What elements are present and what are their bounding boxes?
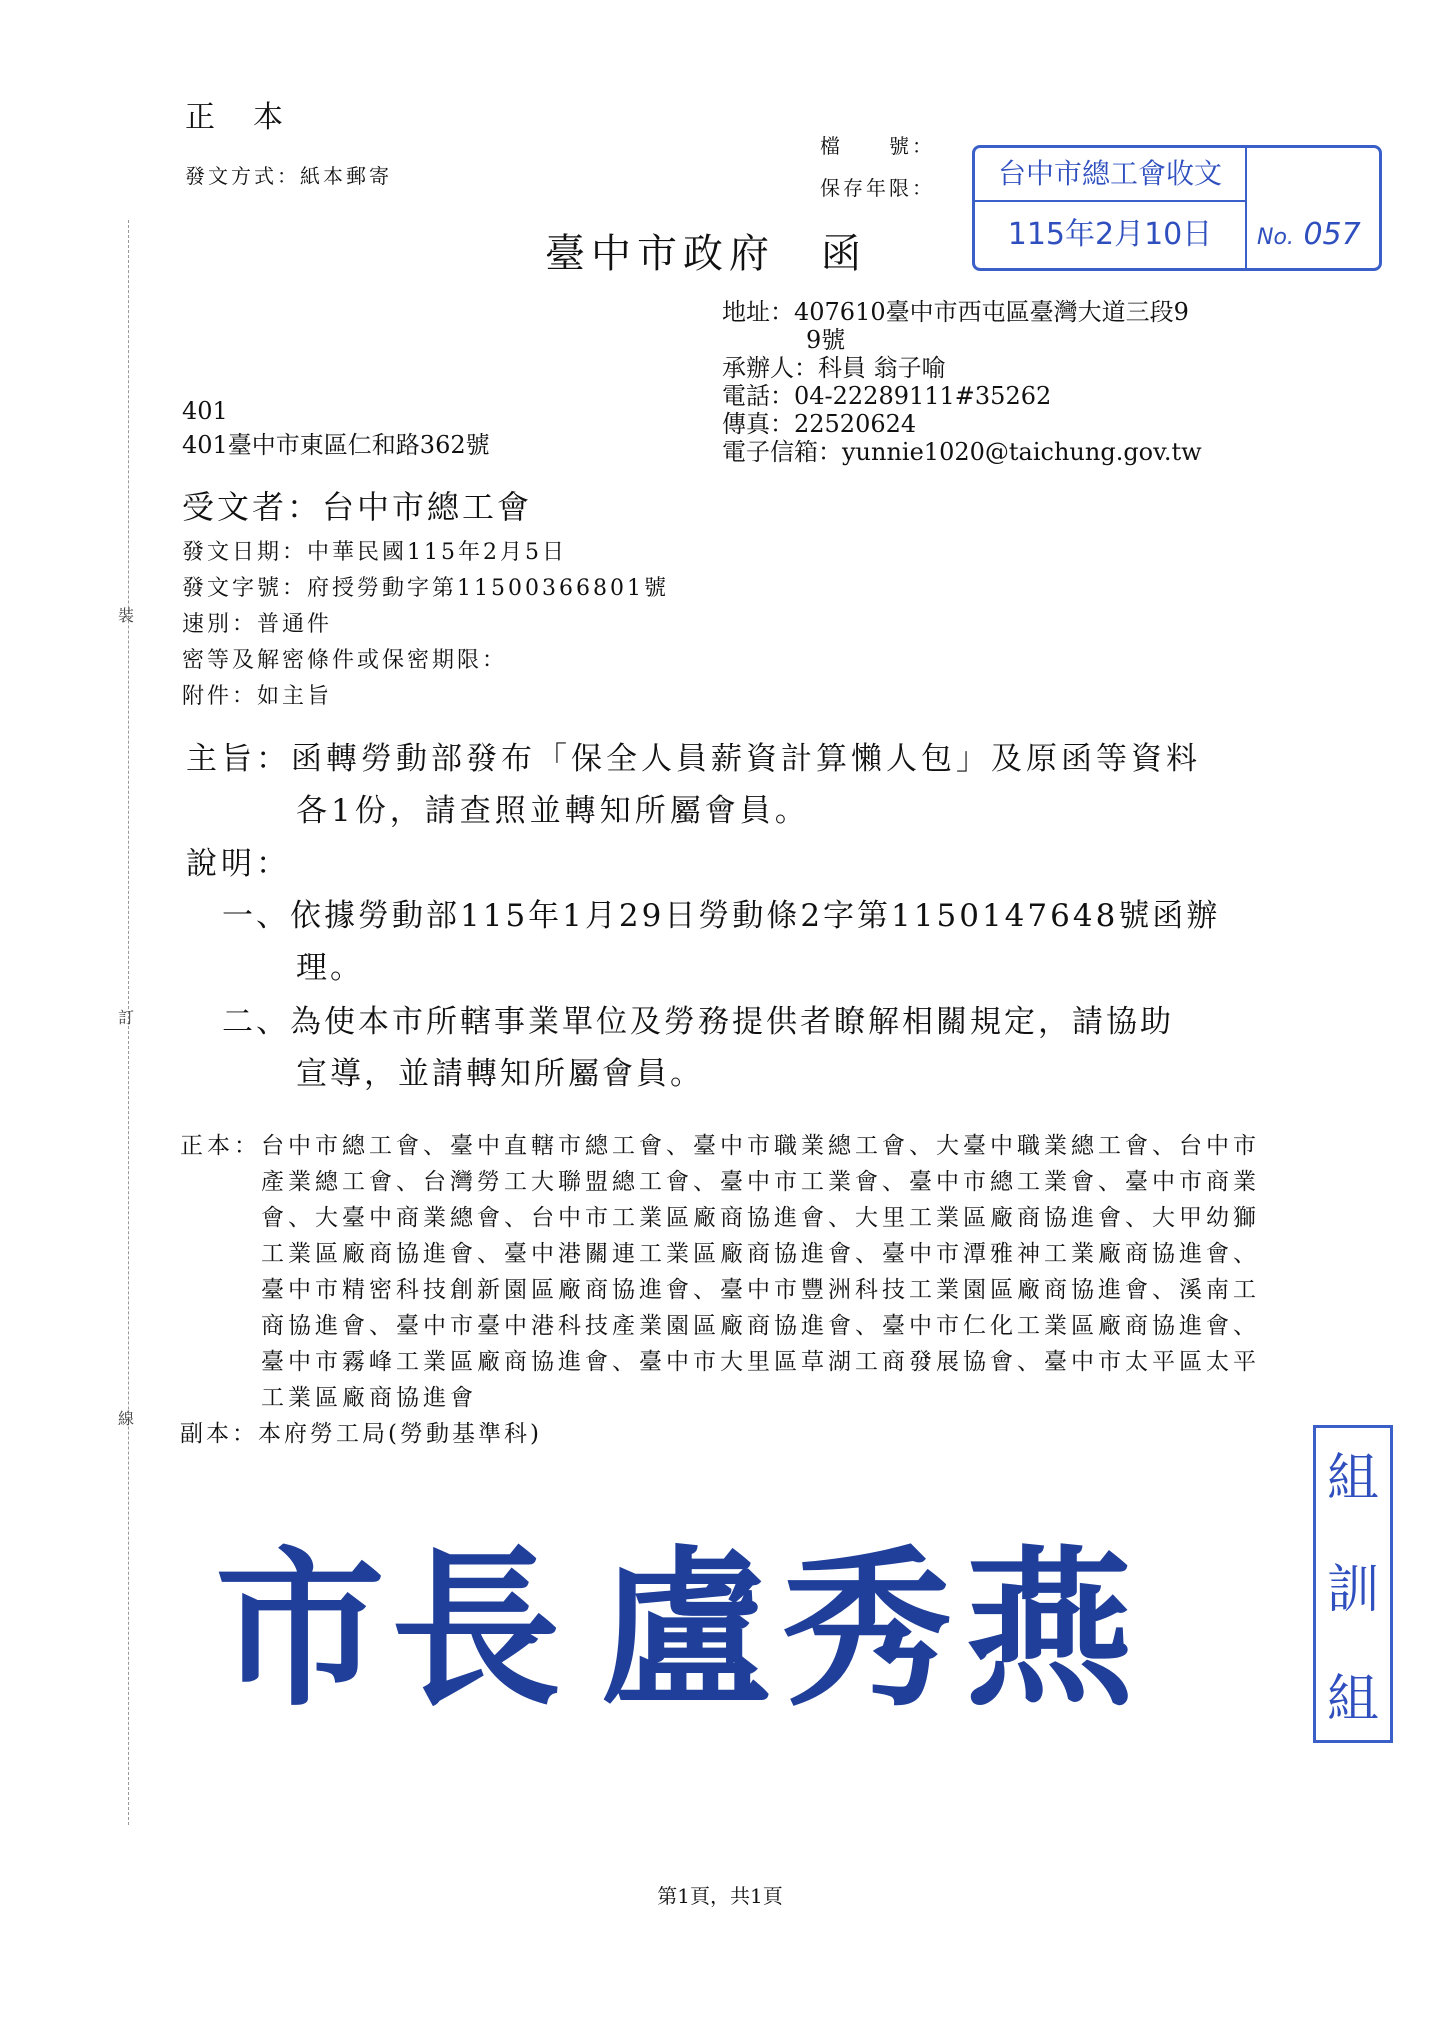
subject-line: 主旨：函轉勞動部發布「保全人員薪資計算懶人包」及原函等資料	[186, 741, 1201, 777]
contact-block	[722, 298, 1202, 466]
stamp-number	[1257, 202, 1361, 271]
recipient: 受文者：台中市總工會	[182, 488, 533, 526]
retention-label: 保存年限：	[820, 176, 935, 200]
binding-mark: 訂	[118, 1008, 135, 1027]
address: 地址：407610臺中市西屯區臺灣大道三段9	[722, 298, 1189, 326]
binding-mark: 裝	[118, 606, 135, 625]
stamp-char: 訓	[1326, 1559, 1379, 1620]
item-line: 宣導，並請轉知所屬會員。	[296, 1056, 704, 1092]
send-method: 發文方式：紙本郵寄	[185, 164, 392, 188]
stamp-char: 組	[1326, 1670, 1379, 1730]
stamp-date: 115年2月10日	[975, 202, 1247, 268]
item-line: 二、為使本市所轄事業單位及勞務提供者瞭解相關規定，請協助	[222, 1004, 1174, 1040]
meta-block	[182, 535, 669, 715]
side-stamp	[1313, 1425, 1393, 1743]
address-cont: 9號	[806, 326, 846, 354]
issue-date: 發文日期：中華民國115年2月5日	[182, 540, 567, 565]
signature-name: 盧秀燕	[600, 1530, 1147, 1730]
receipt-stamp	[972, 145, 1382, 271]
stamp-char: 組	[1326, 1449, 1379, 1509]
distribution-row	[180, 1128, 1265, 1416]
phone: 電話：04-22289111#35262	[722, 382, 1052, 410]
stamp-no-label: No.	[1257, 225, 1294, 250]
distribution-block	[180, 1128, 1265, 1452]
recipient-postcode: 401	[182, 397, 228, 425]
subject	[186, 733, 1201, 837]
copy-type: 正 本	[185, 100, 287, 135]
issue-number: 發文字號：府授勞動字第11500366801號	[182, 576, 669, 601]
recipient-address: 401臺中市東區仁和路362號	[182, 431, 490, 459]
handler: 承辦人：科員 翁子喻	[722, 354, 946, 382]
signature-title: 市長	[215, 1530, 568, 1730]
explanation-item	[222, 890, 1220, 994]
confidentiality: 密等及解密條件或保密期限：	[182, 648, 508, 673]
file-no-label: 檔 號：	[820, 134, 935, 158]
document-title: 臺中市政府 函	[545, 231, 867, 277]
binding-mark: 線	[118, 1409, 135, 1428]
page-number: 第1頁，共1頁	[657, 1884, 783, 1908]
stamp-org: 台中市總工會收文	[975, 148, 1247, 202]
cc-list: 副本：本府勞工局(勞動基準科)	[180, 1421, 542, 1447]
item-line: 一、依據勞動部115年1月29日勞動條2字第1150147648號函辦	[222, 898, 1221, 934]
explanation-label: 說明：	[186, 846, 291, 882]
item-line: 理。	[296, 950, 364, 986]
stamp-no-value: 057	[1303, 217, 1361, 252]
distribution-label: 正本：	[180, 1133, 261, 1159]
distribution-list: 台中市總工會、臺中直轄市總工會、臺中市職業總工會、大臺中職業總工會、台中市產業總工會、台灣勞工大聯盟總工會、臺中市工業會、臺中市總工業會、臺中市商業會、大臺中商業總會、台中市工業區廠商協進會、大里工業區廠商協進會、大甲幼獅工業區廠商協進會、臺中港關連工業區廠商協進會、臺中市潭雅神工業廠商協進會、臺中市精密科技創新園區廠商協進會、臺中市豐洲科技工業園區廠商協進會、溪南工商協進會、臺中市臺中港科技產業園區廠商協進會、臺中市仁化工業區廠商協進會、臺中市霧峰工業區廠商協進會、臺中市大里區草湖工商發展協會、臺中市太平區太平工業區廠商協進會	[261, 1133, 1260, 1411]
fax: 傳真：22520624	[722, 410, 917, 438]
subject-line: 各1份，請查照並轉知所屬會員。	[296, 793, 810, 829]
explanation-item	[222, 996, 1174, 1100]
email: 電子信箱：yunnie1020@taichung.gov.tw	[722, 438, 1202, 466]
attachment: 附件：如主旨	[182, 684, 333, 709]
speed: 速別：普通件	[182, 612, 333, 637]
